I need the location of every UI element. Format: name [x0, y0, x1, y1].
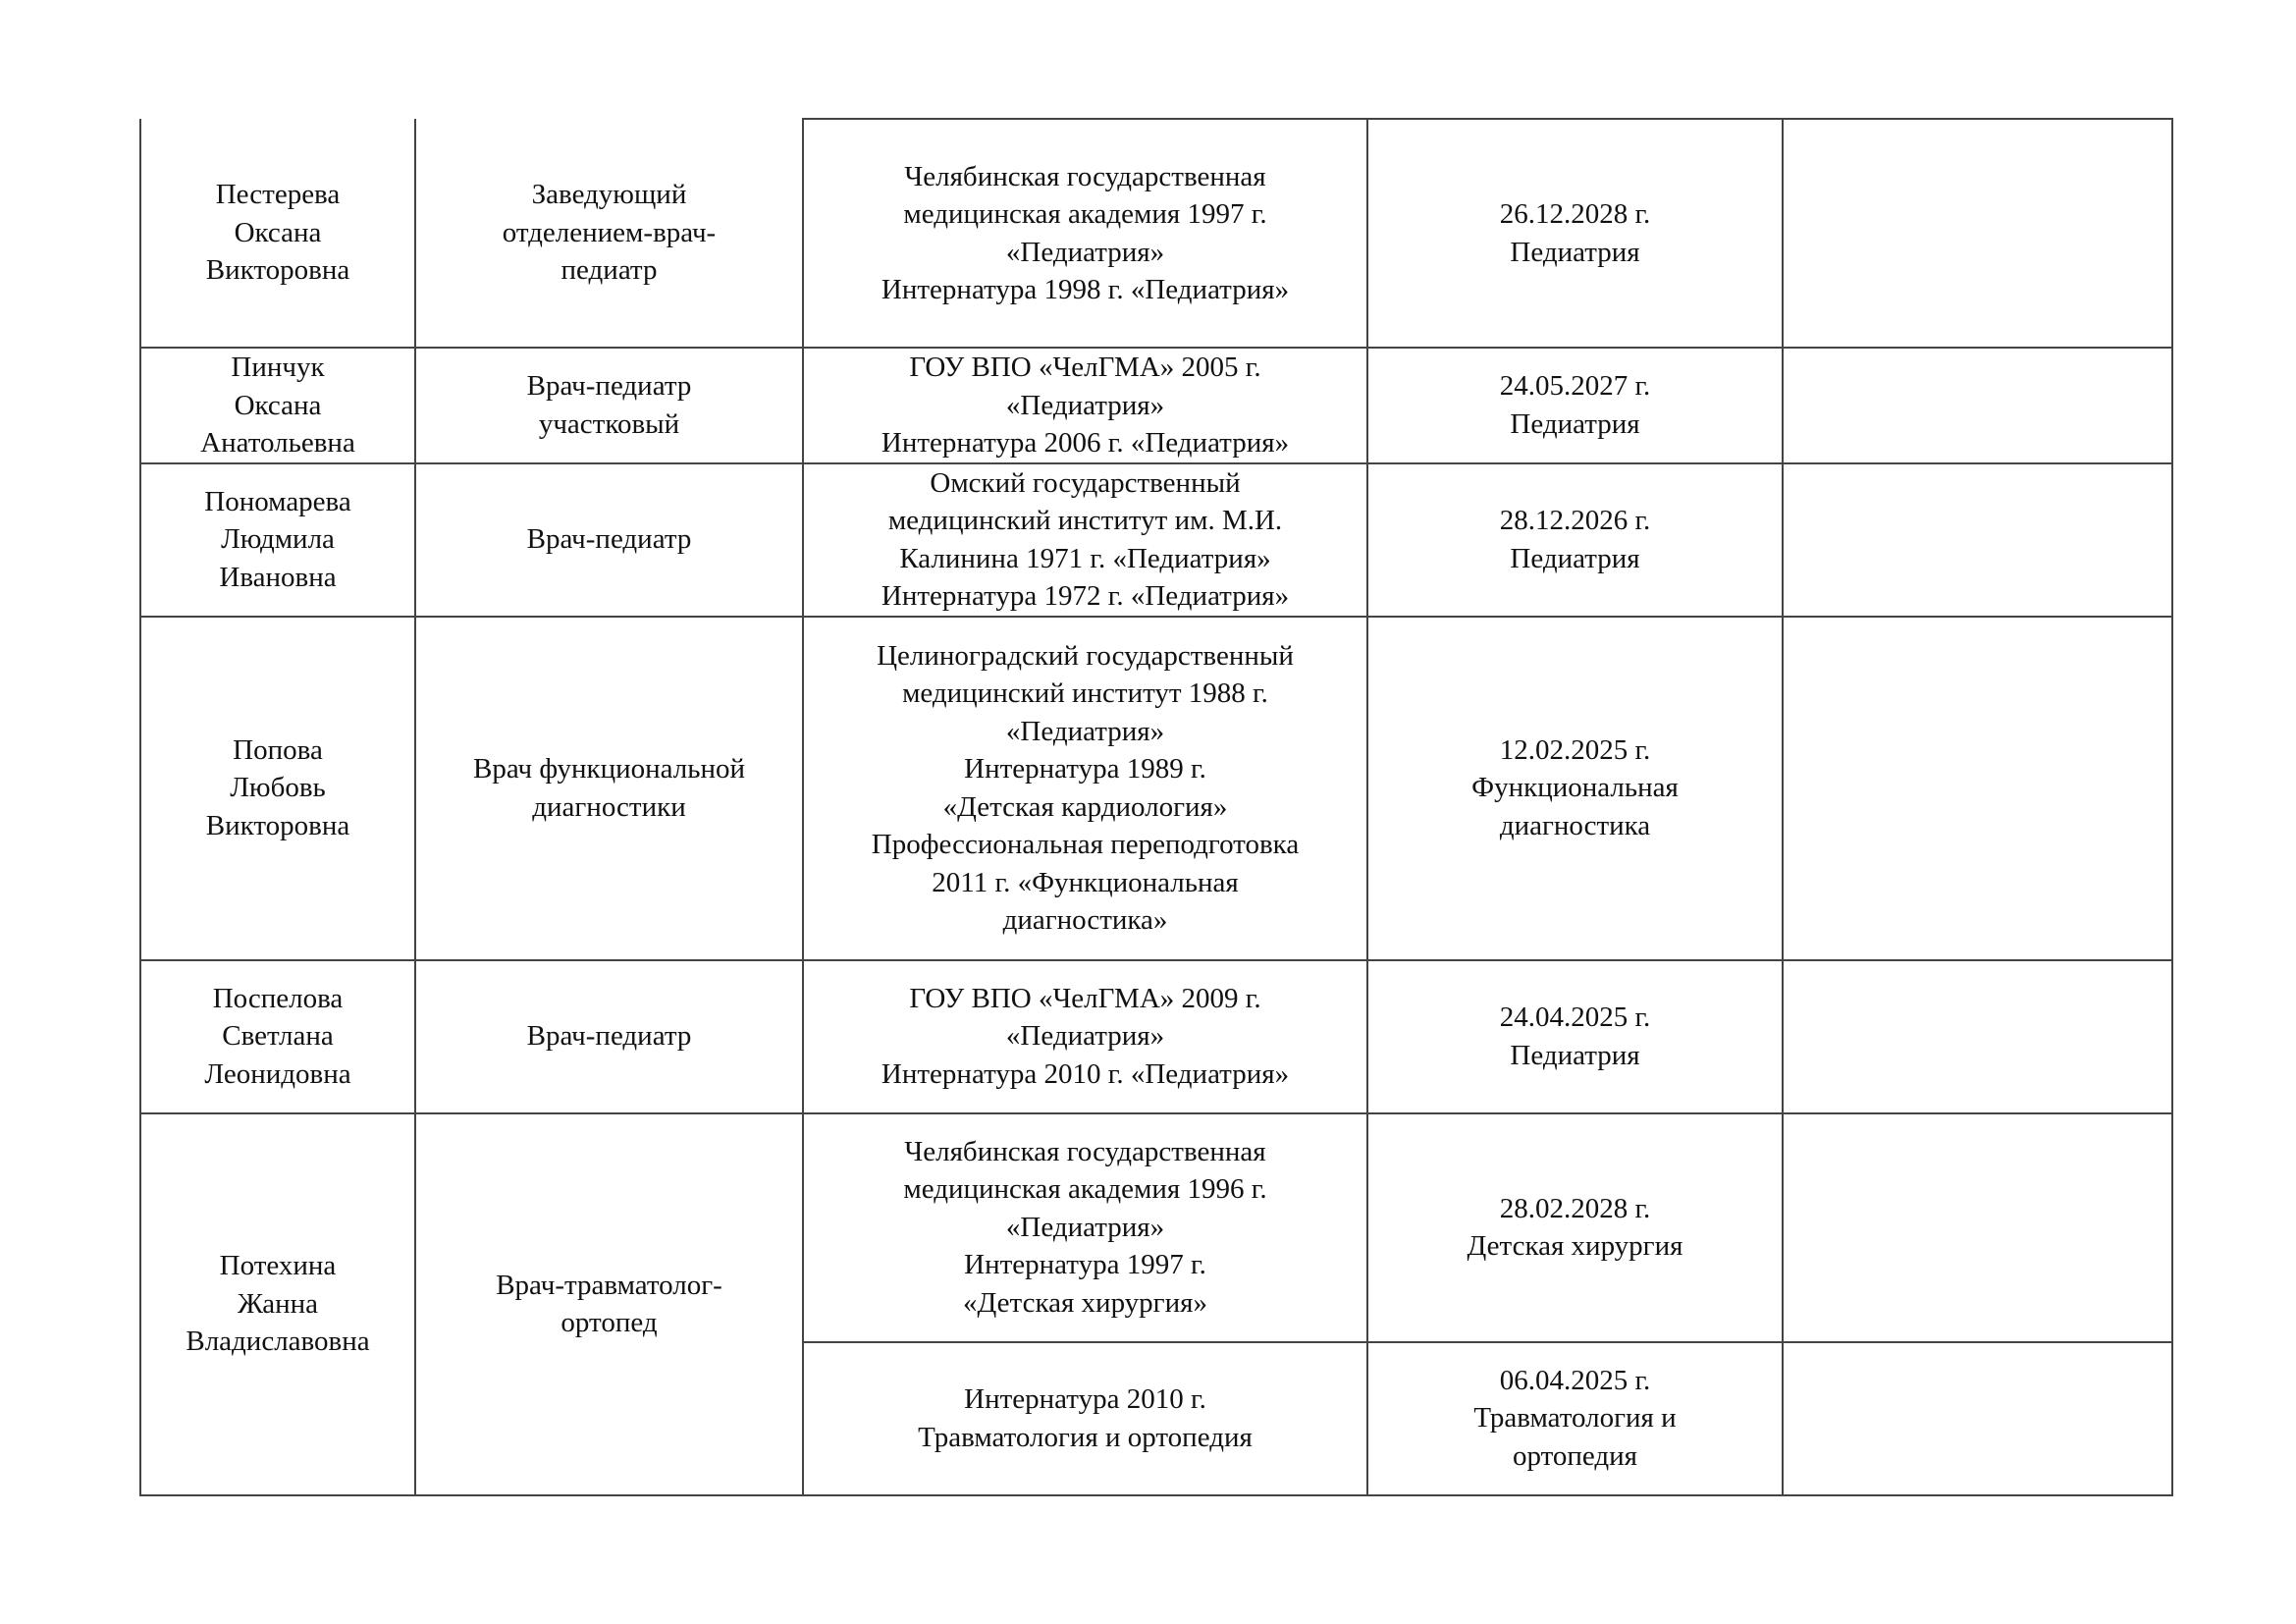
education-cell: Челябинская государственная медицинская академия 1997 г. «Педиатрия» Интернатура 1998 г. «Педиатрия» [803, 119, 1367, 348]
table-row [140, 617, 2172, 960]
position-cell: Врач функциональной диагностики [415, 617, 803, 960]
certificate-cell: 12.02.2025 г. Функциональная диагностика [1367, 617, 1783, 960]
employee-name-cell: Потехина Жанна Владиславовна [140, 1113, 415, 1495]
certificate-cell: 06.04.2025 г. Травматология и ортопедия [1367, 1342, 1783, 1495]
note-cell [1783, 960, 2172, 1113]
employee-name-cell: Пономарева Людмила Ивановна [140, 463, 415, 617]
certificate-cell: 28.12.2026 г. Педиатрия [1367, 463, 1783, 617]
certificate-cell: 26.12.2028 г. Педиатрия [1367, 119, 1783, 348]
education-cell: ГОУ ВПО «ЧелГМА» 2009 г. «Педиатрия» Интернатура 2010 г. «Педиатрия» [803, 960, 1367, 1113]
position-cell: Врач-педиатр [415, 463, 803, 617]
position-cell: Заведующий отделением-врач- педиатр [415, 119, 803, 348]
education-cell: Интернатура 2010 г. Травматология и ортопедия [803, 1342, 1367, 1495]
certificate-cell: 24.05.2027 г. Педиатрия [1367, 348, 1783, 463]
education-cell: Челябинская государственная медицинская академия 1996 г. «Педиатрия» Интернатура 1997 г. «Детская хирургия» [803, 1113, 1367, 1342]
table-row [140, 119, 2172, 348]
employee-name-cell: Пестерева Оксана Викторовна [140, 119, 415, 348]
note-cell [1783, 119, 2172, 348]
employee-name-cell: Поспелова Светлана Леонидовна [140, 960, 415, 1113]
certificate-cell: 28.02.2028 г. Детская хирургия [1367, 1113, 1783, 1342]
note-cell [1783, 1342, 2172, 1495]
table-row [140, 348, 2172, 463]
position-cell: Врач-педиатр [415, 960, 803, 1113]
position-cell: Врач-травматолог- ортопед [415, 1113, 803, 1495]
note-cell [1783, 463, 2172, 617]
staff-table [139, 118, 2173, 1496]
table-row [140, 463, 2172, 617]
education-cell: Целиноградский государственный медицинский институт 1988 г. «Педиатрия» Интернатура 1989 г. «Детская кардиология» Профессиональная переподготовка 2011 г. «Функциональная диагностика» [803, 617, 1367, 960]
education-cell: ГОУ ВПО «ЧелГМА» 2005 г. «Педиатрия» Интернатура 2006 г. «Педиатрия» [803, 348, 1367, 463]
certificate-cell: 24.04.2025 г. Педиатрия [1367, 960, 1783, 1113]
employee-name-cell: Пинчук Оксана Анатольевна [140, 348, 415, 463]
note-cell [1783, 348, 2172, 463]
table-row [140, 1113, 2172, 1342]
note-cell [1783, 1113, 2172, 1342]
table-row [140, 960, 2172, 1113]
education-cell: Омский государственный медицинский институт им. М.И. Калинина 1971 г. «Педиатрия» Интернатура 1972 г. «Педиатрия» [803, 463, 1367, 617]
employee-name-cell: Попова Любовь Викторовна [140, 617, 415, 960]
position-cell: Врач-педиатр участковый [415, 348, 803, 463]
note-cell [1783, 617, 2172, 960]
